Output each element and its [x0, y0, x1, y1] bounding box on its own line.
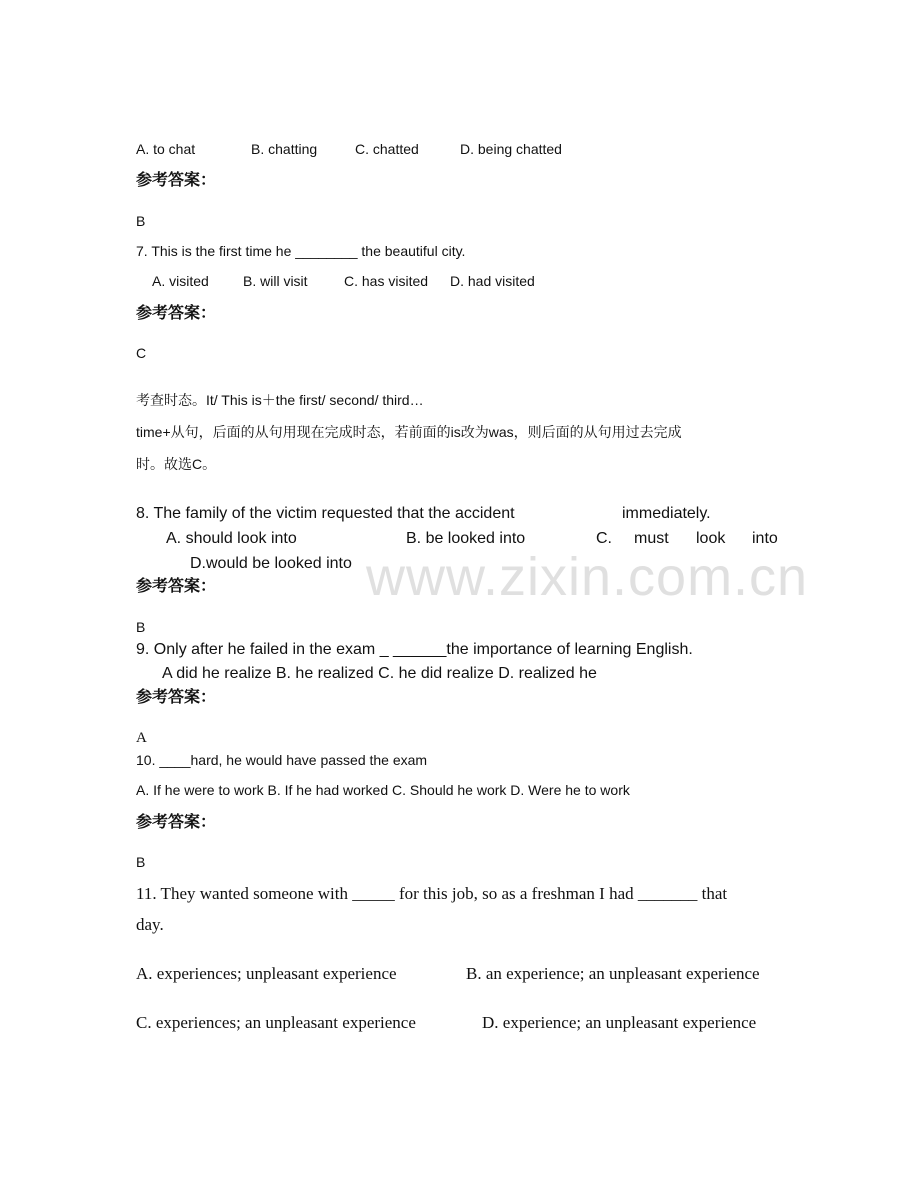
q8-answer-label: 参考答案： [136, 578, 217, 595]
q11-option-a: A. experiences; unpleasant experience [136, 964, 397, 983]
q7-answer: C [136, 345, 147, 361]
q10-options: A. If he were to work B. If he had worked C. Should he work D. Were he to work [136, 782, 630, 798]
q9-answer-label: 参考答案： [136, 689, 217, 706]
q6-option-c: C. chatted [355, 141, 419, 157]
q8-option-c-letter: C. [596, 530, 612, 547]
q6-answer-label: 参考答案： [136, 172, 217, 189]
q11-stem-line-1: 11. They wanted someone with _____ for this job, so as a freshman I had _______ that [136, 884, 728, 903]
q9-options: A did he realize B. he realized C. he did realize D. realized he [162, 665, 597, 682]
q8-option-b: B. be looked into [406, 530, 526, 547]
q7-stem: 7. This is the first time he ________ the beautiful city. [136, 243, 466, 259]
watermark: www.zixin.com.cn [366, 547, 809, 607]
q6-option-d: D. being chatted [460, 141, 562, 157]
q7-option-a: A. visited [152, 273, 209, 289]
q6-answer: B [136, 213, 146, 229]
q8-stem-end: immediately. [622, 505, 711, 522]
q7-option-d: D. had visited [450, 273, 535, 289]
q10-answer-label: 参考答案： [136, 814, 217, 831]
q11-stem-line-2: day. [136, 915, 164, 934]
q7-option-b: B. will visit [243, 273, 308, 289]
q6-option-a: A. to chat [136, 141, 196, 157]
q8-option-c-word-3: into [752, 530, 778, 547]
q8-option-c-word-2: look [696, 530, 726, 547]
q7-option-c: C. has visited [344, 273, 429, 289]
q8-stem-start: 8. The family of the victim requested that the accident [136, 505, 515, 522]
q11-option-c: C. experiences; an unpleasant experience [136, 1013, 416, 1032]
q6-option-b: B. chatting [251, 141, 318, 157]
q7-explanation-line-3: 时。故选C。 [136, 456, 217, 472]
q8-answer: B [136, 619, 146, 635]
q9-stem: 9. Only after he failed in the exam _ ______the importance of learning English. [136, 641, 693, 658]
q7-answer-label: 参考答案： [136, 305, 217, 322]
q11-option-d: D. experience; an unpleasant experience [482, 1013, 757, 1032]
q7-explanation-line-1: 考查时态。It/ This is＋the first/ second/ third… [136, 392, 424, 408]
q9-answer: A [136, 730, 147, 746]
q10-stem: 10. ____hard, he would have passed the exam [136, 752, 428, 768]
q8-option-c-word-1: must [634, 530, 669, 547]
q8-option-a: A. should look into [166, 530, 297, 547]
q8-option-d: D.would be looked into [190, 555, 352, 572]
q11-option-b: B. an experience; an unpleasant experience [466, 964, 760, 983]
q7-explanation-line-2: time+从句，后面的从句用现在完成时态，若前面的is改为was，则后面的从句用过去完成 [136, 424, 682, 440]
q10-answer: B [136, 854, 146, 870]
